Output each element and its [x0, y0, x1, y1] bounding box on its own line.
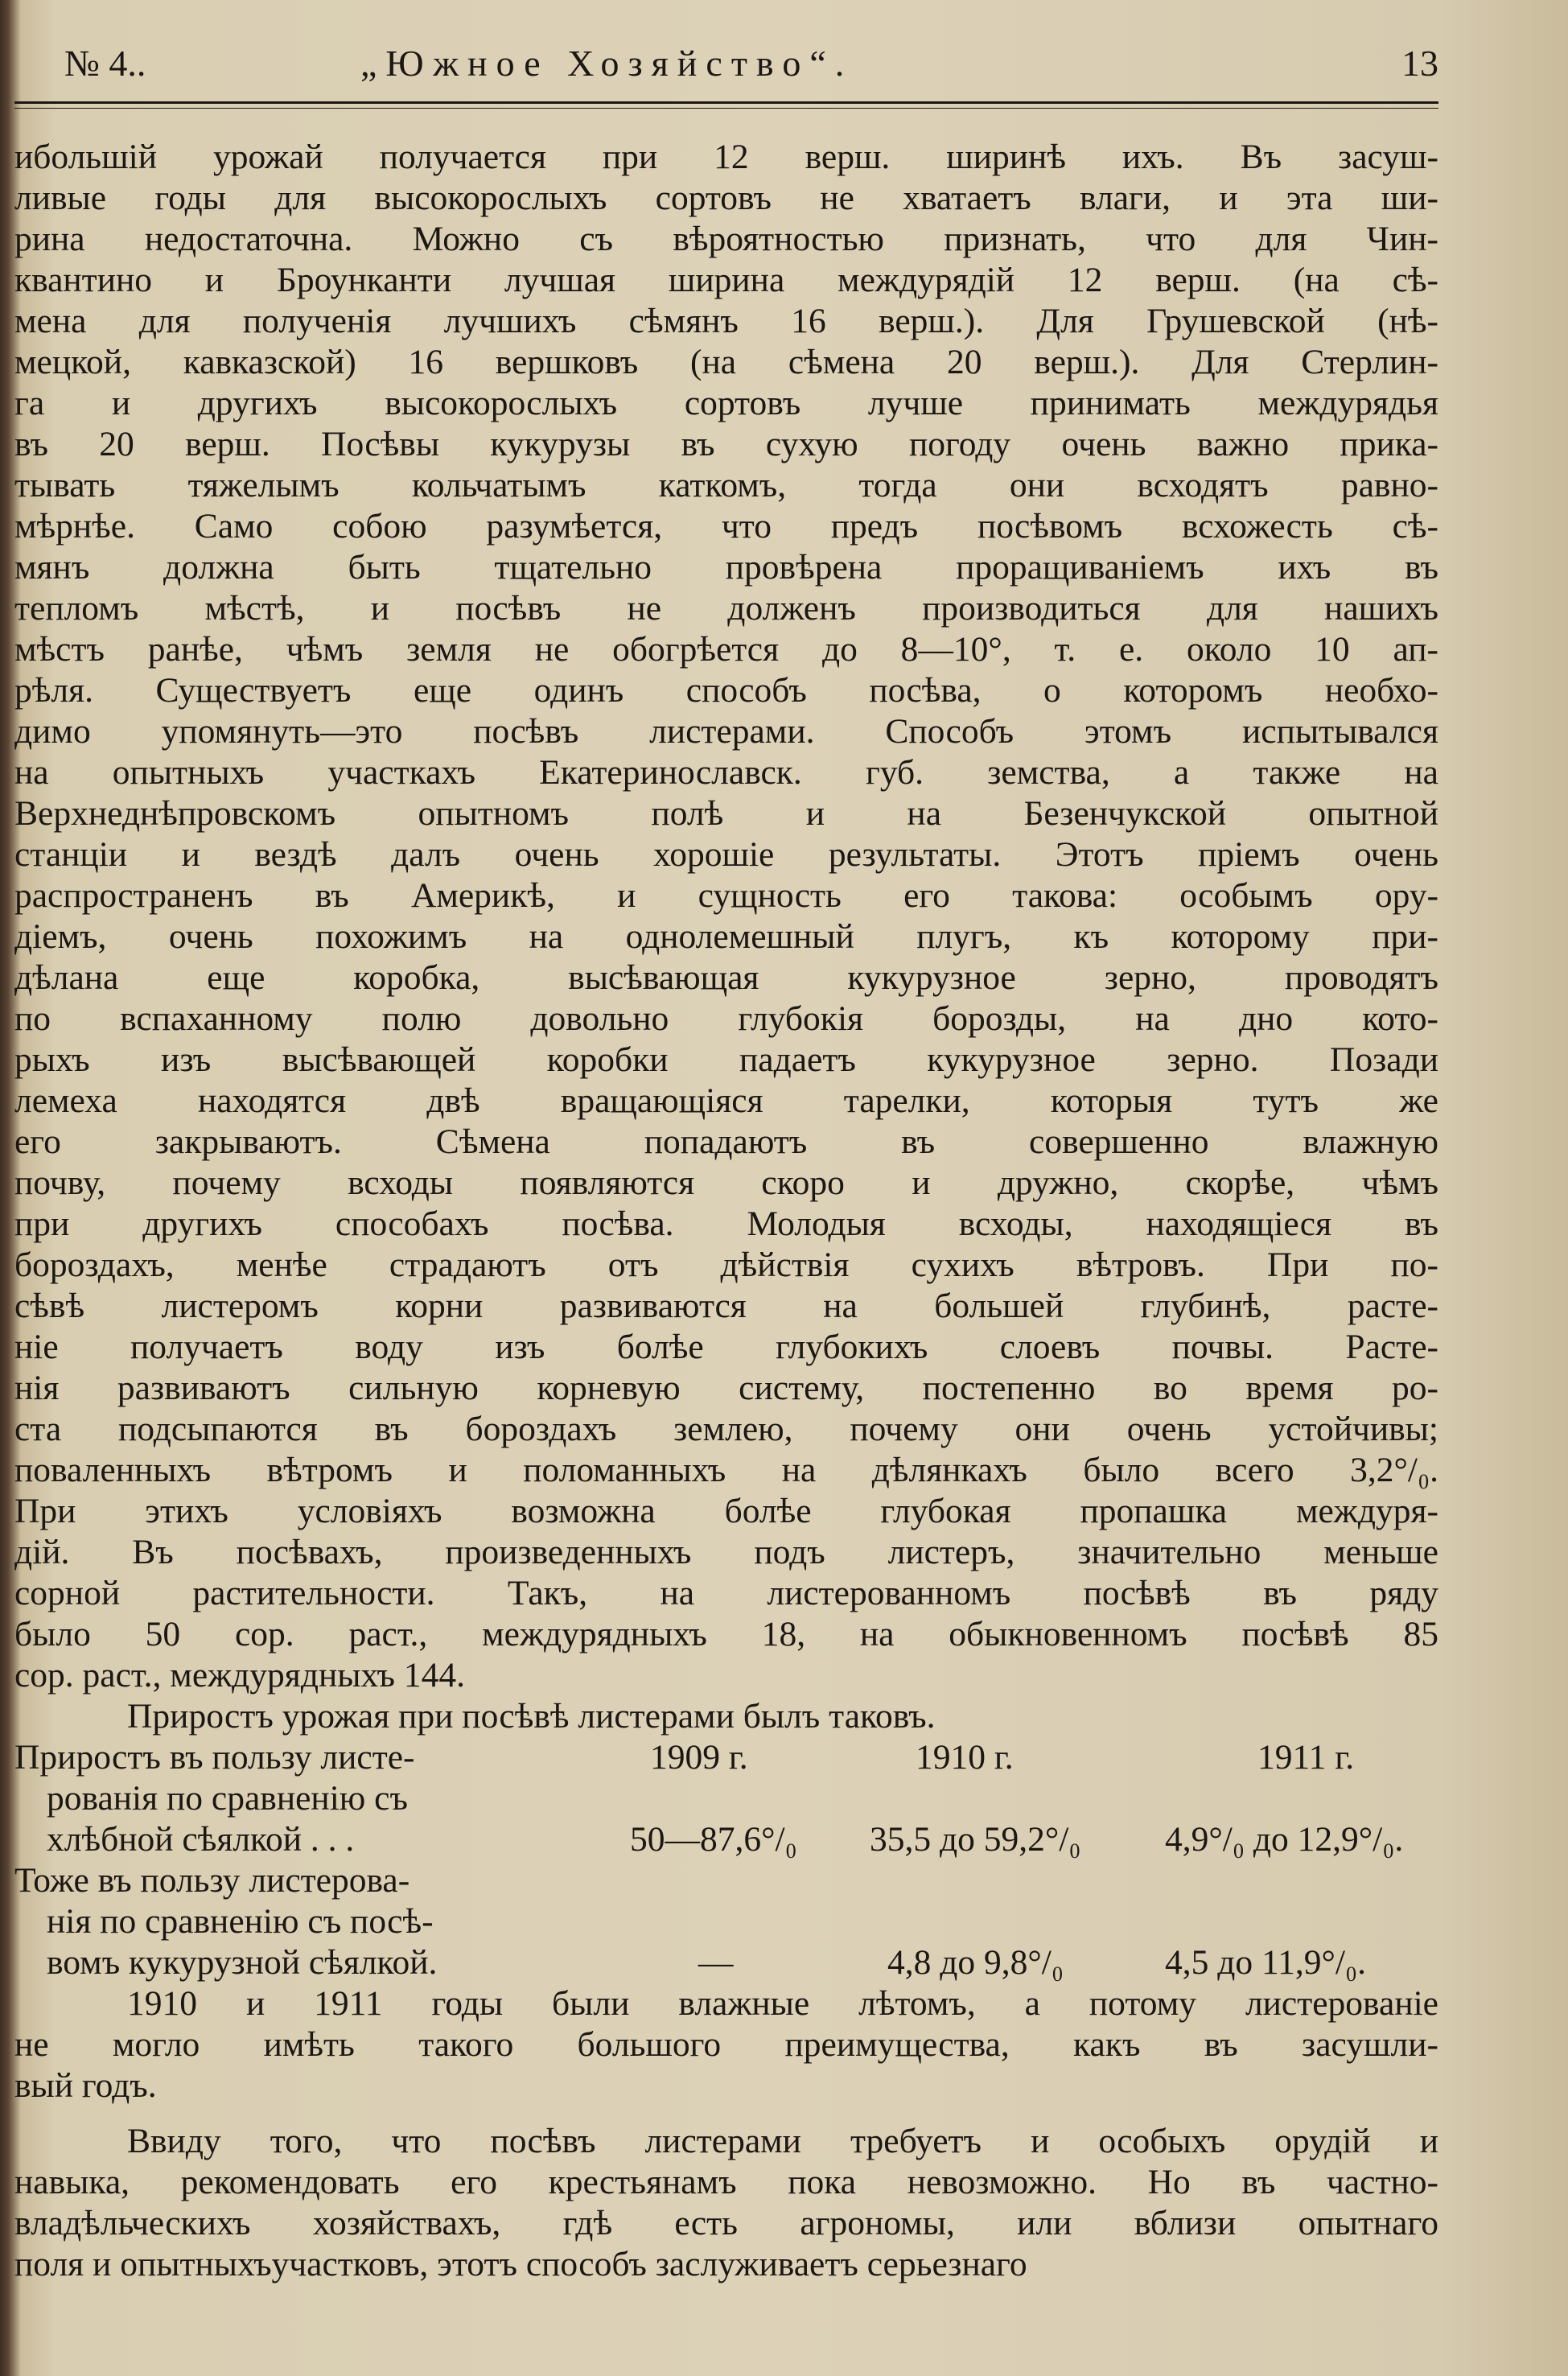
table-row-labels — [14, 1737, 578, 1983]
text-line: рыхъ изъ высѣвающей коробки падаетъ кукурузное зерно. Позади — [14, 1040, 1438, 1079]
text-line: сор. раст., междурядныхъ 144. — [14, 1656, 466, 1694]
row1-value-1910: 35,5 до 59,2°/₀ — [870, 1820, 1081, 1859]
table-header-row — [14, 1737, 578, 1778]
text-line: мѣстъ ранѣе, чѣмъ земля не обогрѣется до 8—10°, т. е. около 10 ап- — [14, 630, 1438, 669]
text-line: сорной растительности. Такъ, на листерованномъ посѣвѣ въ ряду — [14, 1574, 1438, 1612]
text-line: тепломъ мѣстѣ, и посѣвъ не долженъ производиться для нашихъ — [14, 589, 1438, 628]
text-line: владѣльческихъ хозяйствахъ, гдѣ есть агрономы, или вблизи опытнаго — [14, 2204, 1438, 2242]
text-line: нія развиваютъ сильную корневую систему, постепенно во время ро- — [14, 1369, 1438, 1407]
year-1909: 1909 г. — [650, 1738, 748, 1777]
article-body — [14, 137, 1438, 2285]
text-line: вый годъ. — [14, 2066, 157, 2105]
text-line: не могло имѣть такого большого преимущества, какъ въ засушли- — [14, 2025, 1438, 2064]
row2-value-1909: — — [698, 1943, 734, 1982]
paragraph-wet-years — [14, 1983, 1438, 2106]
row1-label-line: Приростъ въ пользу листе- — [14, 1738, 415, 1777]
text-line: мянъ должна быть тщательно провѣрена проращиваніемъ ихъ въ — [14, 548, 1438, 587]
paragraph-recommendation — [14, 2121, 1438, 2285]
text-line: мѣрнѣе. Само собою разумѣется, что предъ посѣвомъ всхожесть сѣ- — [14, 507, 1438, 546]
row1-value-1909: 50—87,6°/₀ — [630, 1820, 797, 1859]
row2-value-1910: 4,8 до 9,8°/₀ — [887, 1943, 1064, 1982]
year-1910: 1910 г. — [916, 1738, 1014, 1777]
row2-value-1911: 4,5 до 11,9°/₀. — [1165, 1943, 1367, 1982]
text-line: дій. Въ посѣвахъ, произведенныхъ подъ листеръ, значительно меньше — [14, 1533, 1438, 1571]
text-line: мена для полученія лучшихъ сѣмянъ 16 верш.). Для Грушевской (нѣ- — [14, 302, 1438, 340]
issue-number: № 4.. — [64, 43, 146, 84]
text-line: навыка, рекомендовать его крестьянамъ пока невозможно. Но въ частно- — [14, 2163, 1438, 2201]
text-line: тывать тяжелымъ кольчатымъ каткомъ, тогда они всходятъ равно- — [14, 466, 1438, 504]
text-line: въ 20 верш. Посѣвы кукурузы въ сухую погоду очень важно прика- — [14, 425, 1438, 463]
text-line: бороздахъ, менѣе страдаютъ отъ дѣйствія сухихъ вѣтровъ. При по- — [14, 1246, 1438, 1284]
text-line: лемеха находятся двѣ вращающіяся тарелки, которыя тутъ же — [14, 1081, 1438, 1120]
row1-label-line: рованія по сравненію съ — [47, 1779, 408, 1818]
row2-label-line: вомъ кукурузной сѣялкой. — [47, 1943, 438, 1982]
row1-label-line: хлѣбной сѣялкой . . . — [47, 1820, 355, 1859]
text-line: рѣля. Существуетъ еще одинъ способъ посѣва, о которомъ необхо- — [14, 671, 1438, 710]
text-line: сѣвѣ листеромъ корни развиваются на большей глубинѣ, расте- — [14, 1287, 1438, 1325]
running-header — [14, 32, 1438, 95]
text-line: ливые годы для высокорослыхъ сортовъ не хватаетъ влаги, и эта ши- — [14, 179, 1438, 217]
page-number: 13 — [1401, 43, 1438, 84]
row2-label-line: нія по сравненію съ посѣ- — [47, 1902, 434, 1941]
row2-label-line: Тоже въ пользу листерова- — [14, 1861, 410, 1900]
header-rule-thin — [14, 108, 1438, 109]
text-line: квантино и Броунканти лучшая ширина междурядій 12 верш. (на сѣ- — [14, 261, 1438, 299]
table-intro: Приростъ урожая при посѣвѣ листерами былъ таковъ. — [127, 1697, 936, 1736]
page-content — [14, 32, 1438, 2283]
text-line: При этихъ условіяхъ возможна болѣе глубокая пропашка междуря- — [14, 1492, 1438, 1530]
text-line: его закрываютъ. Сѣмена попадаютъ въ совершенно влажную — [14, 1122, 1438, 1161]
text-line: мецкой, кавказской) 16 вершковъ (на сѣмена 20 верш.). Для Стерлин- — [14, 343, 1438, 381]
text-line: дѣлана еще коробка, высѣвающая кукурузное зерно, проводятъ — [14, 958, 1438, 997]
text-line: га и другихъ высокорослыхъ сортовъ лучше принимать междурядья — [14, 384, 1438, 422]
text-line: ста подсыпаются въ бороздахъ землею, почему они очень устойчивы; — [14, 1410, 1438, 1448]
text-line: на опытныхъ участкахъ Екатеринославск. губ. земства, а также на — [14, 753, 1438, 792]
yield-increase-table — [14, 1737, 1438, 1983]
text-line: димо упомянуть—это посѣвъ листерами. Способъ этомъ испытывался — [14, 712, 1438, 751]
text-line: по вспаханному полю довольно глубокія борозды, на дно кото- — [14, 999, 1438, 1038]
paragraph-listers — [14, 137, 1438, 1696]
text-line: ибольшій урожай получается при 12 верш. ширинѣ ихъ. Въ засуш- — [14, 138, 1438, 176]
journal-title: „Южное Хозяйство“. — [360, 43, 854, 84]
text-line: рина недостаточна. Можно съ вѣроятностью признать, что для Чин- — [14, 220, 1438, 258]
text-line: было 50 сор. раст., междурядныхъ 18, на обыкновенномъ посѣвѣ 85 — [14, 1615, 1438, 1653]
text-line: станціи и вездѣ далъ очень хорошіе результаты. Этотъ пріемъ очень — [14, 835, 1438, 874]
text-line: 1910 и 1911 годы были влажные лѣтомъ, а потому листерованіе — [127, 1984, 1438, 2023]
row1-value-1911: 4,9°/₀ до 12,9°/₀. — [1165, 1820, 1404, 1859]
text-line: поля и опытныхъучастковъ, этотъ способъ заслуживаетъ серьезнаго — [14, 2245, 1027, 2283]
text-line: распространенъ въ Америкѣ, и сущность его такова: особымъ ору- — [14, 876, 1438, 915]
text-line: при другихъ способахъ посѣва. Молодыя всходы, находящіеся въ — [14, 1204, 1438, 1243]
header-rule-thick — [14, 101, 1438, 104]
text-line: почву, почему всходы появляются скоро и дружно, скорѣе, чѣмъ — [14, 1163, 1438, 1202]
text-line: ніе получаетъ воду изъ болѣе глубокихъ слоевъ почвы. Расте- — [14, 1328, 1438, 1366]
text-line: Верхнеднѣпровскомъ опытномъ полѣ и на Безенчукской опытной — [14, 794, 1438, 833]
text-line: поваленныхъ вѣтромъ и поломанныхъ на дѣлянкахъ было всего 3,2°/₀. — [14, 1451, 1438, 1489]
text-line: Ввиду того, что посѣвъ листерами требуетъ и особыхъ орудій и — [127, 2122, 1438, 2160]
year-1911: 1911 г. — [1257, 1738, 1355, 1777]
text-line: діемъ, очень похожимъ на однолемешный плугъ, къ которому при- — [14, 917, 1438, 956]
